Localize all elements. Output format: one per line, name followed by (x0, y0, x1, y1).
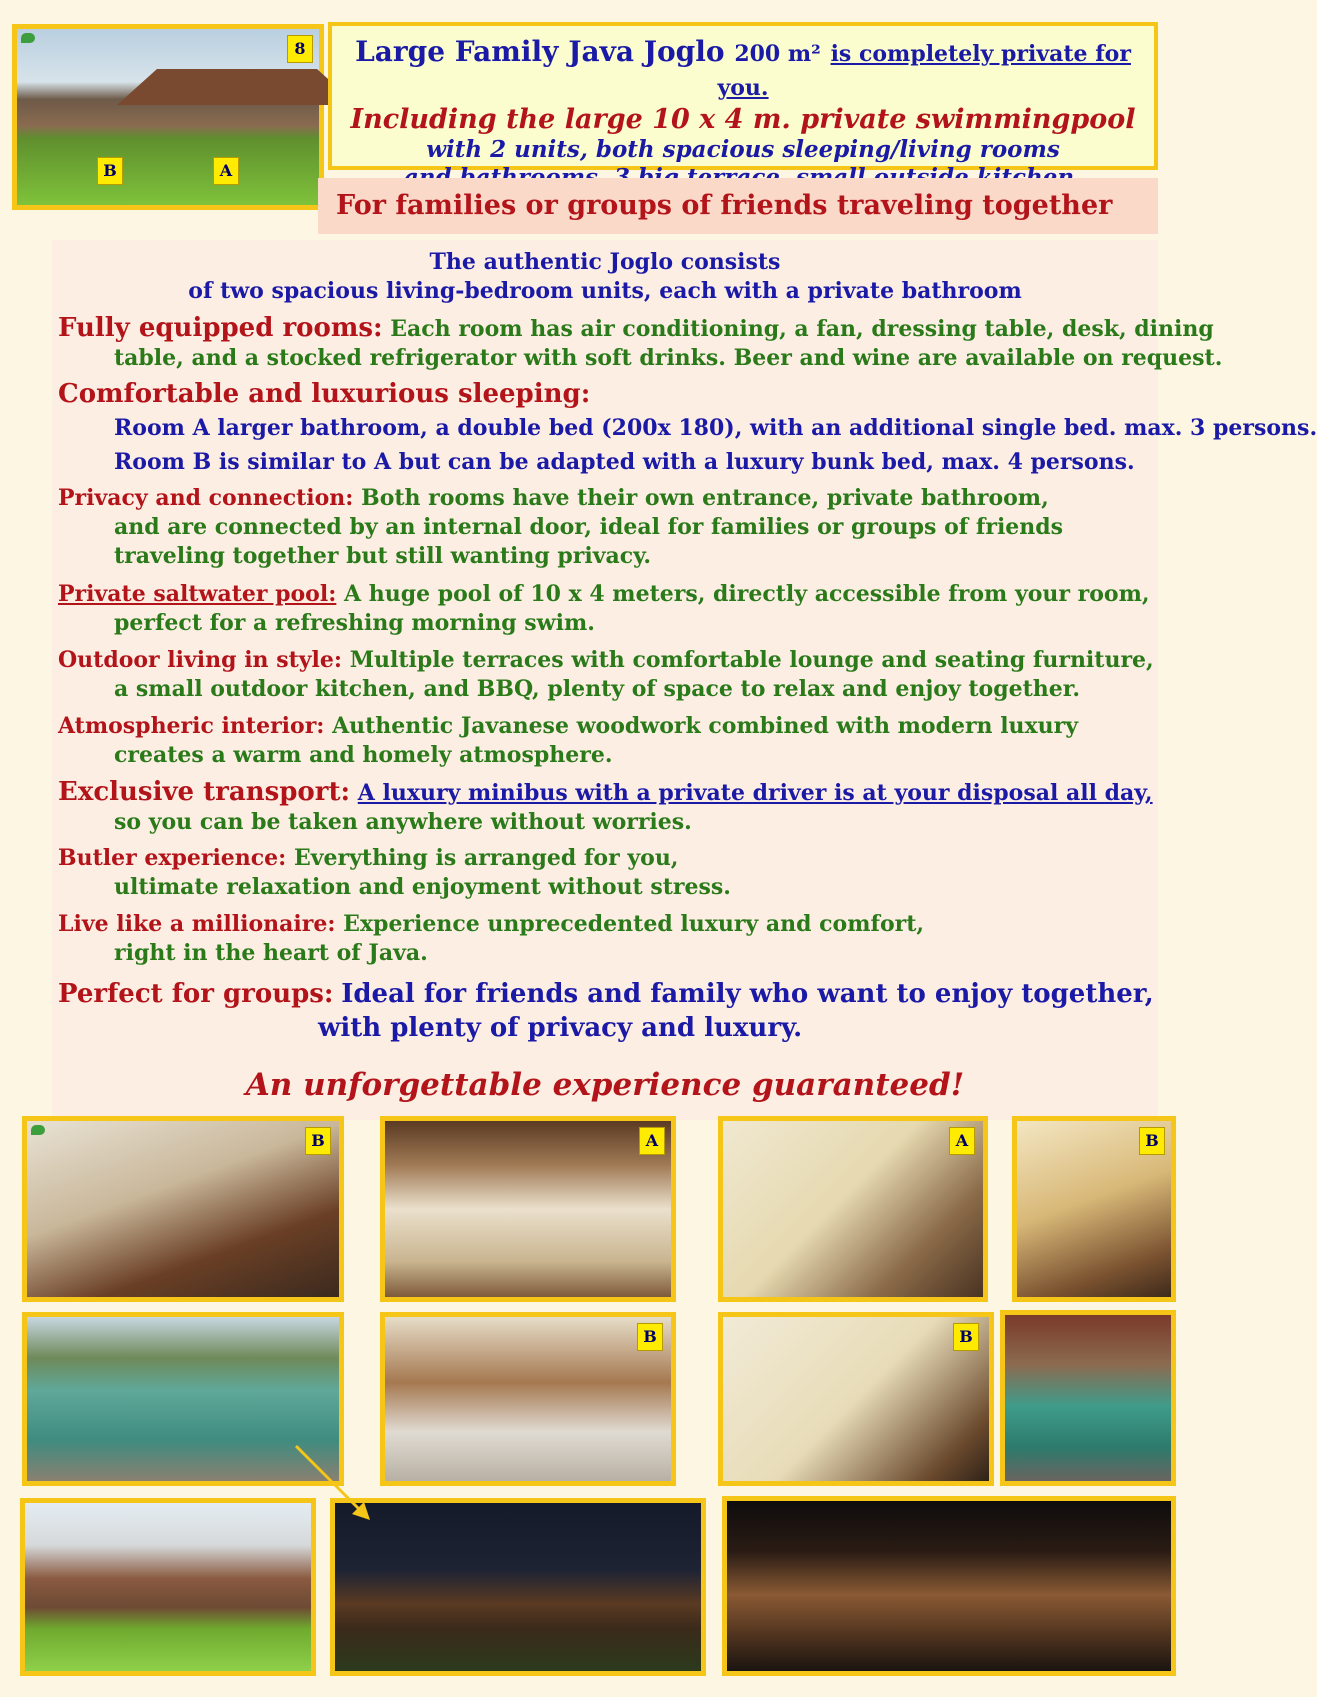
photo-bathroom-a (718, 1116, 988, 1302)
photo-pool-terrace (1000, 1310, 1176, 1486)
photo-joglo-exterior (20, 1498, 316, 1676)
pool-label: Private saltwater pool: (58, 581, 337, 607)
sleeping-label: Comfortable and luxurious sleeping: (58, 379, 591, 409)
section-pool (58, 580, 1150, 638)
groups-text-1: Ideal for friends and family who want to enjoy together, (341, 979, 1154, 1009)
section-groups (58, 978, 1154, 1046)
photo-bedroom-a (380, 1116, 676, 1302)
interior-text-1: Authentic Javanese woodwork combined with modern luxury (332, 713, 1079, 739)
transport-text-2: so you can be taken anywhere without worries. (114, 809, 692, 835)
unit-tag-b: B (97, 157, 123, 185)
transport-text-1: A luxury minibus with a private driver is at your disposal all day, (357, 780, 1153, 806)
intro-line-1: The authentic Joglo consists (429, 249, 781, 275)
joglo-roof-shape (117, 69, 357, 105)
section-millionaire (58, 910, 924, 968)
photo-joglo-night (330, 1498, 706, 1676)
rooms-text-1: Each room has air conditioning, a fan, dressing table, desk, dining (390, 316, 1214, 342)
unit-tag: B (305, 1127, 331, 1155)
rooms-label: Fully equipped rooms: (58, 313, 383, 343)
logo-leaf-icon (31, 1125, 45, 1135)
header-title: Large Family Java Joglo (355, 35, 725, 68)
unit-tag-a: A (213, 157, 239, 185)
room-a-text: larger bathroom, a double bed (200x 180), with an additional single bed. max. 3 persons. (217, 415, 1317, 441)
section-privacy (58, 484, 1063, 571)
header-line-3: with 2 units, both spacious sleeping/living rooms (426, 136, 1060, 163)
unit-tag: B (953, 1323, 979, 1351)
unit-tag: A (949, 1127, 975, 1155)
unit-tag: A (639, 1127, 665, 1155)
room-b-line (58, 448, 1135, 477)
privacy-label: Privacy and connection: (58, 485, 354, 511)
tagline-wrap (52, 1066, 1158, 1107)
section-sleeping (58, 380, 590, 410)
room-a-label: Room A (114, 415, 210, 441)
privacy-text-1: Both rooms have their own entrance, private bathroom, (361, 485, 1049, 511)
millionaire-text-1: Experience unprecedented luxury and comfort, (343, 911, 925, 937)
header-line-2: Including the large 10 x 4 m. private swimmingpool (350, 104, 1136, 135)
privacy-text-2: and are connected by an internal door, ideal for families or groups of friends (114, 514, 1064, 540)
room-b-text: is similar to A but can be adapted with a luxury bunk bed, max. 4 persons. (218, 449, 1135, 475)
header-photo-joglo (12, 24, 324, 210)
tagline: An unforgettable experience guaranteed! (245, 1067, 965, 1103)
pool-text-1: A huge pool of 10 x 4 meters, directly accessible from your room, (336, 581, 1150, 607)
photo-bedroom-b (22, 1116, 344, 1302)
header-box (328, 22, 1158, 170)
section-interior (58, 712, 1078, 770)
section-rooms (58, 314, 1222, 373)
header-size: 200 m² (734, 41, 821, 67)
arrow-icon (290, 1440, 380, 1530)
section-outdoor (58, 646, 1154, 704)
section-transport (58, 778, 1153, 837)
content-panel (52, 240, 1317, 1120)
outdoor-text-1: Multiple terraces with comfortable lounge and seating furniture, (349, 647, 1154, 673)
unit-tag: B (1139, 1127, 1165, 1155)
groups-label: Perfect for groups: (58, 979, 334, 1009)
millionaire-text-2: right in the heart of Java. (114, 940, 428, 966)
intro-line-2: of two spacious living-bedroom units, each with a private bathroom (188, 278, 1022, 304)
butler-text-2: ultimate relaxation and enjoyment without stress. (114, 874, 731, 900)
groups-text-2: with plenty of privacy and luxury. (318, 1013, 803, 1043)
logo-leaf-icon (21, 33, 35, 43)
header-privacy: is completely private for you. (717, 41, 1131, 101)
butler-label: Butler experience: (58, 845, 287, 871)
page-number-badge: 8 (287, 35, 313, 63)
banner: For families or groups of friends traveling together (318, 178, 1158, 234)
interior-text-2: creates a warm and homely atmosphere. (114, 742, 613, 768)
transport-label: Exclusive transport: (58, 777, 351, 807)
room-a-line (58, 414, 1317, 443)
outdoor-label: Outdoor living in style: (58, 647, 343, 673)
rooms-text-2: table, and a stocked refrigerator with soft drinks. Beer and wine are available on request. (114, 345, 1223, 371)
header-title-line (332, 36, 1154, 104)
outdoor-text-2: a small outdoor kitchen, and BBQ, plenty of space to relax and enjoy together. (114, 676, 1080, 702)
millionaire-label: Live like a millionaire: (58, 911, 336, 937)
photo-bathroom-b (1012, 1116, 1176, 1302)
pool-text-2: perfect for a refreshing morning swim. (114, 610, 595, 636)
photo-shower-b (718, 1312, 994, 1486)
interior-label: Atmospheric interior: (58, 713, 325, 739)
room-b-label: Room B (114, 449, 212, 475)
privacy-text-3: traveling together but still wanting privacy. (114, 543, 652, 569)
unit-tag: B (637, 1323, 663, 1351)
butler-text-1: Everything is arranged for you, (293, 845, 679, 871)
photo-living-b (380, 1312, 676, 1486)
section-butler (58, 844, 731, 902)
photo-terrace-night (722, 1496, 1176, 1676)
